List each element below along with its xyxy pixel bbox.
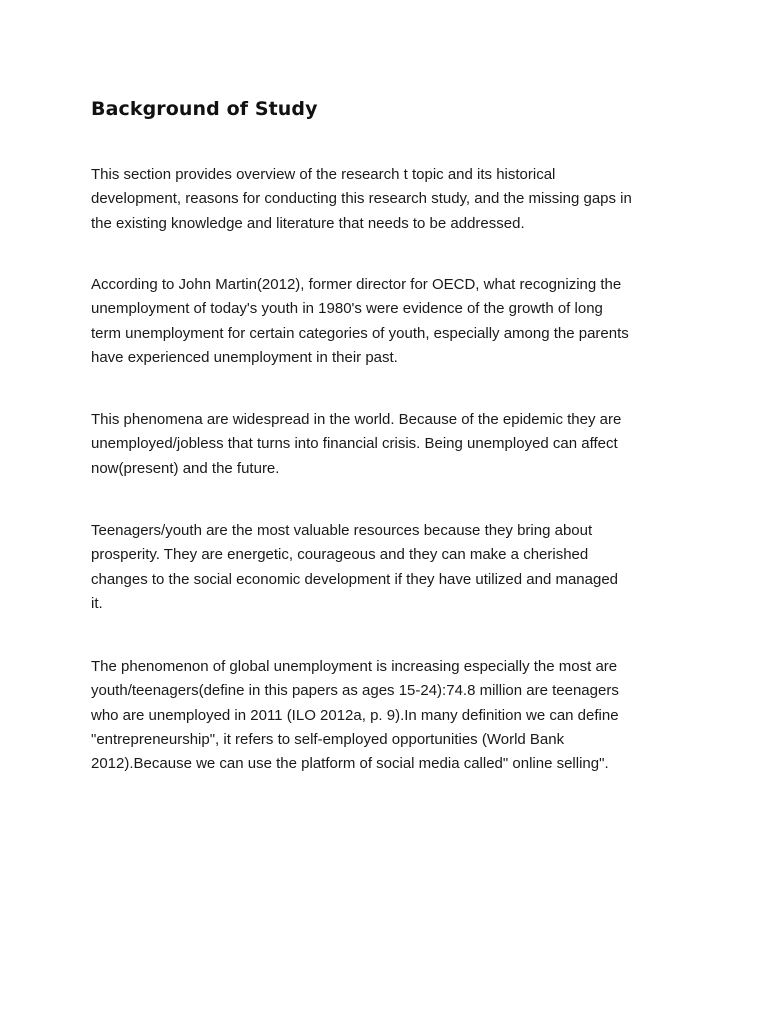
paragraph-john-martin: According to John Martin(2012), former director for OECD, what recognizing the unemployment of today's youth in 1980's were evidence of the growth of long term unemployment for certain categories of youth, especially among the parents have experienced unemployment in their past.: [91, 276, 629, 366]
page-title: Background of Study: [91, 98, 318, 120]
paragraph-phenomena: This phenomena are widespread in the world. Because of the epidemic they are unemployed/jobless that turns into financial crisis. Being unemployed can affect now(present) and the future.: [91, 411, 622, 477]
paragraph-global-unemployment: The phenomenon of global unemployment is increasing especially the most are youth/teenagers(define in this papers as ages 15-24):74.8 million are teenagers who are unemployed in 2011 (ILO 2012a, p. 9).In many definition we can define "entrepreneurship", it refers to self-employed opportunities (World Bank 2012).Because we can use the platform of social media called" online selling".: [91, 658, 619, 773]
paragraph-overview: This section provides overview of the research t topic and its historical development, reasons for conducting this research study, and the missing gaps in the existing knowledge and literature that needs to be addressed.: [91, 166, 632, 232]
paragraph-teenagers-youth: Teenagers/youth are the most valuable resources because they bring about prosperity. They are energetic, courageous and they can make a cherished changes to the social economic development if they have utilized and managed it.: [91, 522, 618, 612]
